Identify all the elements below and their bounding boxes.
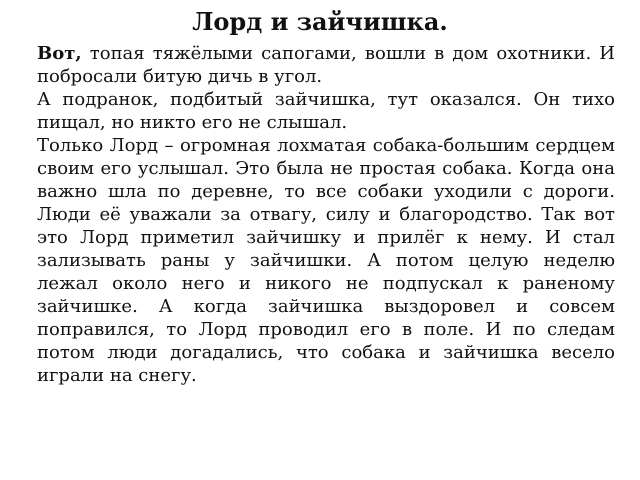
document-body (37, 42, 615, 387)
paragraph-3-text: Только Лорд – огромная лохматая собака-большим сердцем своим его услышал. Это была не простая собака. Когда она важно шла по деревне, то все собаки уходили с дороги. Люди её уважали за отвагу, силу и благородство. Так вот это Лорд приметил зайчишку и прилёг к нему. И стал зализывать раны у зайчишки. А потом целую неделю лежал около него и никого не подпускал к раненому зайчишке. А когда зайчишка выздоровел и совсем поправился, то Лорд проводил его в поле. И по следам потом люди догадались, что собака и зайчишка весело играли на снегу. (37, 135, 615, 386)
paragraph-3 (37, 134, 615, 387)
paragraph-1-text: топая тяжёлыми сапогами, вошли в дом охотники. И побросали битую дичь в угол. (37, 43, 615, 87)
paragraph-2 (37, 88, 615, 134)
paragraph-1 (37, 42, 615, 88)
paragraph-1-lead-word: Вот, (37, 43, 82, 64)
paragraph-2-text: А подранок, подбитый зайчишка, тут оказался. Он тихо пищал, но никто его не слышал. (37, 89, 615, 133)
document-title: Лорд и зайчишка. (192, 7, 448, 36)
